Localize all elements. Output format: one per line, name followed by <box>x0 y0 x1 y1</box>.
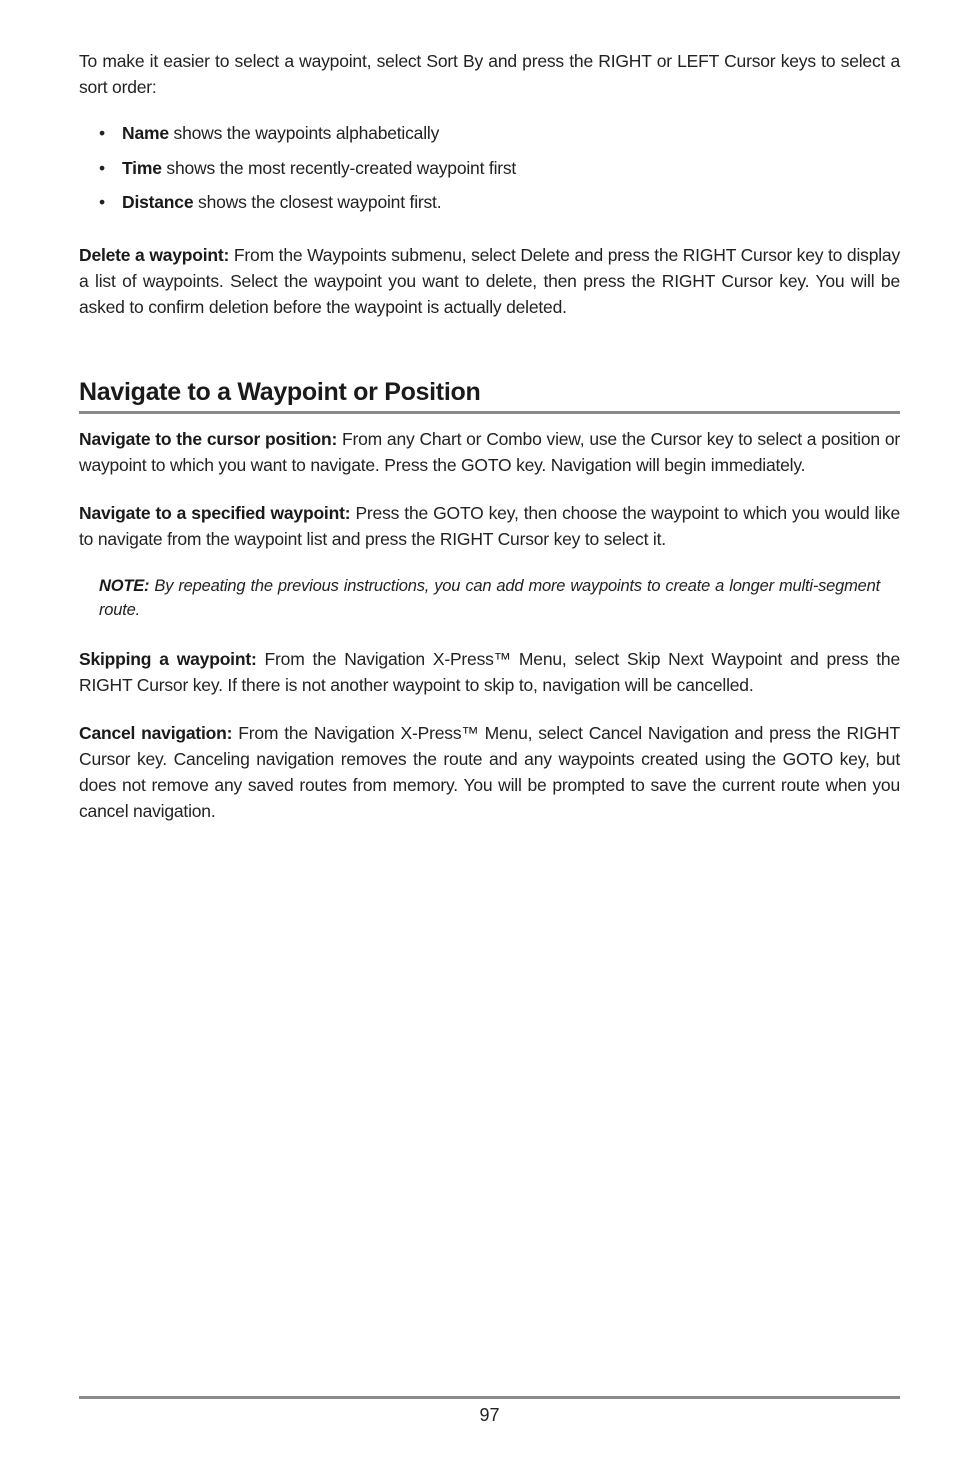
cursor-navigation-text: From any Chart or Combo view, use the Cursor key to select a position or waypoint to which you want to navigate. Press the GOTO key. Navigation will begin immediately. <box>79 428 900 475</box>
delete-waypoint-term: Delete a waypoint: <box>79 244 230 265</box>
footer-divider <box>79 1396 900 1399</box>
cancel-navigation-text: From the Navigation X-Press™ Menu, select Cancel Navigation and press the RIGHT Cursor key. Canceling navigation removes the route and any waypoints created using the GOTO key, but does not remove any saved routes from memory. You will be prompted to save the current route when you cancel navigation. <box>79 722 900 821</box>
sort-option-desc: shows the most recently-created waypoint first <box>161 157 517 178</box>
note-paragraph <box>99 574 880 622</box>
sort-option-term: Time <box>122 157 162 178</box>
note-text: By repeating the previous instructions, you can add more waypoints to create a longer multi-segment route. <box>99 576 880 619</box>
page-content <box>79 48 900 824</box>
list-item <box>99 120 900 155</box>
page-number: 97 <box>479 1405 500 1425</box>
bullet-icon: • <box>99 192 105 212</box>
delete-waypoint-paragraph <box>79 242 900 320</box>
note-term: NOTE: <box>99 576 150 595</box>
delete-waypoint-text: From the Waypoints submenu, select Delete and press the RIGHT Cursor key to display a list of waypoints. Select the waypoint you want to delete, then press the RIGHT Cursor key. You will be asked to confirm deletion before the waypoint is actually deleted. <box>79 244 900 317</box>
sort-option-term: Distance <box>122 192 194 212</box>
skip-waypoint-paragraph <box>79 646 900 698</box>
sort-options-list <box>79 120 900 224</box>
skip-waypoint-term: Skipping a waypoint: <box>79 648 257 669</box>
sort-option-desc: shows the closest waypoint first. <box>193 192 442 212</box>
cancel-navigation-term: Cancel navigation: <box>79 722 233 743</box>
skip-waypoint-text: From the Navigation X-Press™ Menu, select Skip Next Waypoint and press the RIGHT Cursor key. If there is not another waypoint to skip to, navigation will be cancelled. <box>79 648 900 695</box>
cursor-navigation-term: Navigate to the cursor position: <box>79 428 338 449</box>
cancel-navigation-paragraph <box>79 720 900 824</box>
waypoint-navigation-paragraph <box>79 500 900 552</box>
sort-option-desc: shows the waypoints alphabetically <box>168 123 440 143</box>
list-item <box>99 155 900 190</box>
list-item <box>99 189 900 224</box>
bullet-icon: • <box>99 123 105 143</box>
intro-paragraph: To make it easier to select a waypoint, select Sort By and press the RIGHT or LEFT Cursor keys to select a sort order: <box>79 51 900 97</box>
waypoint-navigation-text: Press the GOTO key, then choose the waypoint to which you would like to navigate from the waypoint list and press the RIGHT Cursor key to select it. <box>79 502 900 549</box>
sort-option-term: Name <box>122 123 169 143</box>
bullet-icon: • <box>99 157 105 178</box>
cursor-navigation-paragraph <box>79 426 900 478</box>
waypoint-navigation-term: Navigate to a specified waypoint: <box>79 502 351 523</box>
section-heading: Navigate to a Waypoint or Position <box>79 377 900 414</box>
